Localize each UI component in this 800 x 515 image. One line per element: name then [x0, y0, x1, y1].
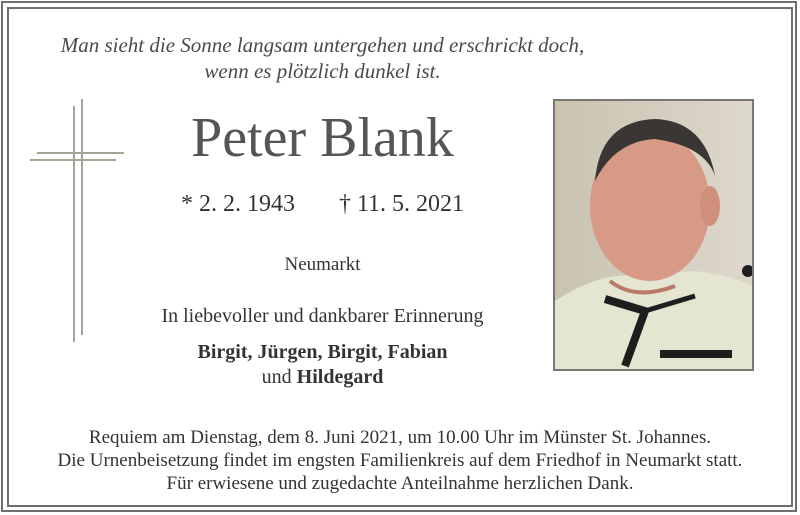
footer-text [0, 426, 800, 495]
quote-line-1: Man sieht die Sonne langsam untergehen und erschrickt doch, [60, 33, 585, 57]
family-line-1: Birgit, Jürgen, Birgit, Fabian [197, 341, 448, 363]
deceased-name: Peter Blank [191, 107, 454, 169]
birth-date: * 2. 2. 1943 [180, 191, 295, 217]
family-last: Hildegard [296, 366, 384, 388]
life-dates [0, 191, 645, 218]
quote-line-2: wenn es plötzlich dunkel ist. [204, 59, 441, 83]
footer-line-3: Für erwiesene und zugedachte Anteilnahme herzlichen Dank. [166, 473, 634, 494]
memory-text: In liebevoller und dankbarer Erinnerung [161, 305, 484, 327]
portrait-photo [553, 99, 754, 371]
quote [0, 32, 645, 84]
place: Neumarkt [284, 254, 361, 275]
footer-line-1: Requiem am Dienstag, dem 8. Juni 2021, um 10.00 Uhr im Münster St. Johannes. [88, 427, 712, 448]
family-names [0, 340, 645, 390]
death-date: † 11. 5. 2021 [338, 191, 465, 217]
family-and: und [261, 366, 292, 388]
footer-line-2: Die Urnenbeisetzung findet im engsten Familienkreis auf dem Friedhof in Neumarkt statt. [57, 450, 743, 471]
